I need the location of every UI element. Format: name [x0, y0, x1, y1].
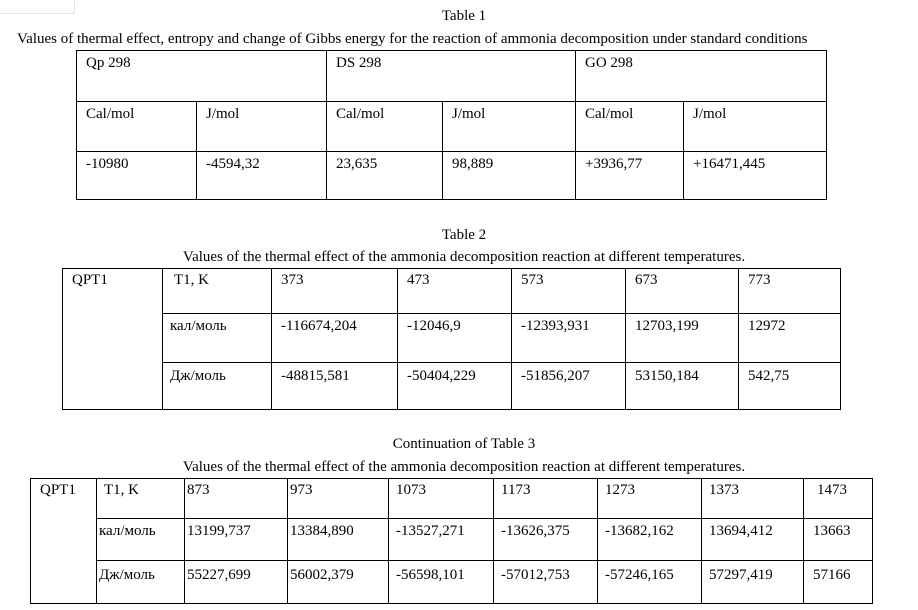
table3-caption: Continuation of Table 3: [392, 436, 536, 452]
table3-temp: 1473: [817, 482, 847, 498]
table3-temp-label: T1, K: [104, 482, 139, 498]
table3-cell: 13694,412: [709, 523, 773, 539]
table2-cell: 542,75: [748, 368, 790, 384]
table2-cell: 53150,184: [635, 368, 699, 384]
table3-cell: 57297,419: [709, 567, 773, 583]
table3-cell: -56598,101: [396, 567, 465, 583]
table1-unit: Cal/mol: [86, 106, 135, 122]
table3-row-label: кал/моль: [99, 523, 156, 539]
table3-temp: 1073: [396, 482, 426, 498]
table3-temp: 973: [290, 482, 313, 498]
table2-title: Values of the thermal effect of the ammonia decomposition reaction at different temperatures.: [182, 249, 746, 265]
table2-cell: -12046,9: [407, 318, 461, 334]
table1-value: 23,635: [336, 156, 378, 172]
table2-cell: 12972: [748, 318, 786, 334]
table1-value: -10980: [86, 156, 129, 172]
table2-temp: 373: [281, 272, 304, 288]
table2-cell: 12703,199: [635, 318, 699, 334]
table3-cell: 57166: [813, 567, 851, 583]
table1-group-go: GO 298: [585, 55, 633, 71]
table3-cell: -13626,375: [501, 523, 570, 539]
table3-cell: 55227,699: [187, 567, 251, 583]
table1-group-ds: DS 298: [336, 55, 382, 71]
table1-group-qp: Qp 298: [86, 55, 131, 71]
table1-value: 98,889: [452, 156, 494, 172]
table1-unit: J/mol: [693, 106, 727, 122]
table2-cell: -116674,204: [281, 318, 357, 334]
table3-row-label: Дж/моль: [99, 567, 155, 583]
table2-temp-label: T1, K: [174, 272, 209, 288]
table3-cell: -57012,753: [501, 567, 570, 583]
table2-temp: 773: [748, 272, 771, 288]
table1-value: +3936,77: [585, 156, 643, 172]
table2-cell: -51856,207: [521, 368, 590, 384]
table2-cell: -48815,581: [281, 368, 350, 384]
table2-row-label: Дж/моль: [170, 368, 226, 384]
table3-cell: 56002,379: [290, 567, 354, 583]
table2-temp: 573: [521, 272, 544, 288]
table3-temp: 1273: [605, 482, 635, 498]
table3-cell: 13384,890: [290, 523, 354, 539]
table1-unit: Cal/mol: [336, 106, 385, 122]
table1-title: Values of thermal effect, entropy and change of Gibbs energy for the reaction of ammonia decomposition under standard conditions: [17, 31, 808, 47]
table2-cell: -12393,931: [521, 318, 590, 334]
table2-caption: Table 2: [441, 227, 487, 243]
table2-temp: 673: [635, 272, 658, 288]
table1-unit: Cal/mol: [585, 106, 634, 122]
table1-unit: J/mol: [206, 106, 240, 122]
table3-cell: -13527,271: [396, 523, 465, 539]
table1-value: -4594,32: [206, 156, 260, 172]
table3-temp: 873: [187, 482, 210, 498]
table2-cell: -50404,229: [407, 368, 476, 384]
table3-temp: 1373: [709, 482, 739, 498]
table3-cell: 13199,737: [187, 523, 251, 539]
table3-row-header: QPT1: [40, 482, 76, 498]
table2-temp: 473: [407, 272, 430, 288]
table3-cell: -13682,162: [605, 523, 674, 539]
table3-cell: -57246,165: [605, 567, 674, 583]
table3-title: Values of the thermal effect of the ammonia decomposition reaction at different temperatures.: [182, 459, 746, 475]
table1-caption: Table 1: [441, 8, 487, 24]
table3-cell: 13663: [813, 523, 851, 539]
table2-row-header: QPT1: [72, 272, 108, 288]
table3-temp: 1173: [501, 482, 531, 498]
table2-row-label: кал/моль: [170, 318, 227, 334]
table1-unit: J/mol: [452, 106, 486, 122]
table1-value: +16471,445: [693, 156, 766, 172]
